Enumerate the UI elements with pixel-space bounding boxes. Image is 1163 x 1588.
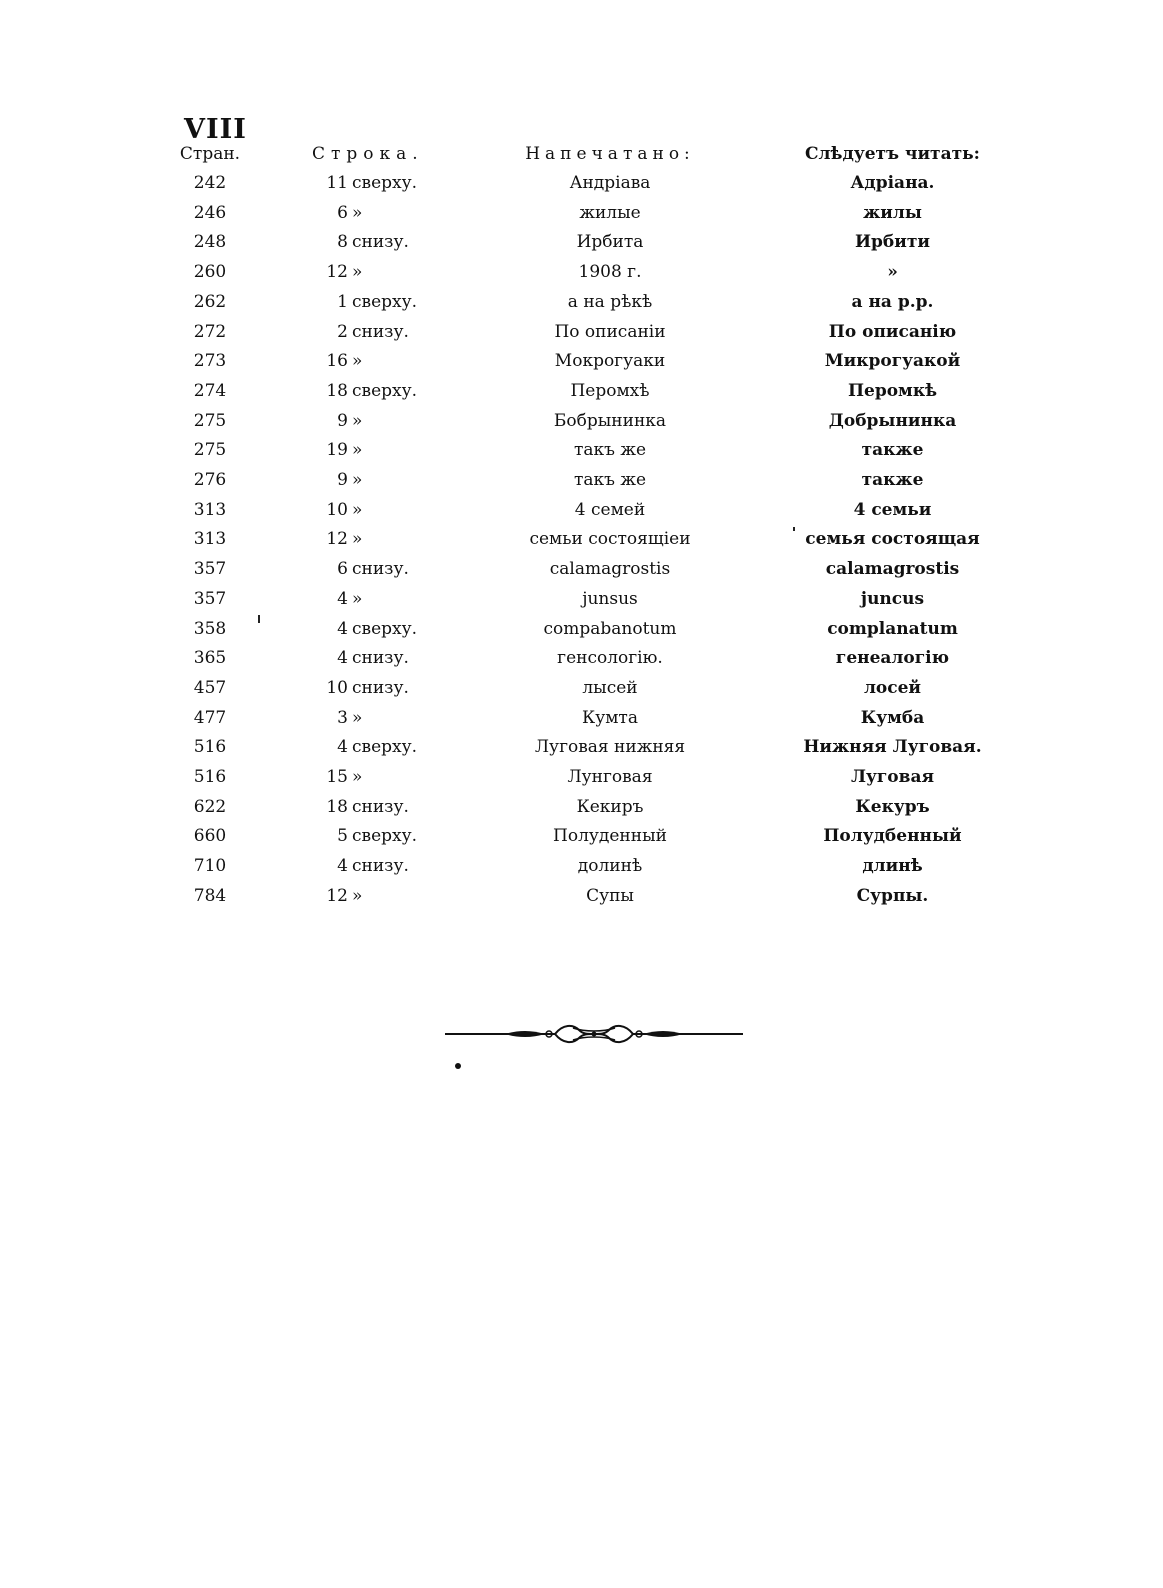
cell-page: 457 bbox=[193, 677, 227, 698]
cell-page: 313 bbox=[193, 499, 227, 520]
table-row bbox=[0, 495, 1163, 525]
cell-should-read: лосей bbox=[863, 677, 922, 698]
header-read: Слѣдуетъ читать: bbox=[805, 144, 980, 164]
table-row bbox=[0, 406, 1163, 436]
table-row bbox=[0, 821, 1163, 851]
cell-line-direction: снизу. bbox=[352, 232, 409, 253]
cell-should-read: Адріана. bbox=[850, 173, 935, 193]
cell-line-number: 12 bbox=[326, 262, 348, 283]
cell-line-direction: сверху. bbox=[352, 291, 418, 312]
cell-printed: 1908 г. bbox=[578, 262, 642, 283]
cell-line-number: 4 bbox=[337, 588, 348, 609]
cell-should-read: также bbox=[861, 470, 924, 490]
cell-line-number: 4 bbox=[337, 648, 348, 669]
cell-printed: Бобрынинка bbox=[553, 410, 667, 431]
table-row bbox=[0, 257, 1163, 287]
ink-speck bbox=[258, 615, 260, 623]
cell-line-number: 2 bbox=[337, 321, 348, 342]
cell-line-direction: снизу. bbox=[352, 648, 409, 669]
cell-line-direction: » bbox=[352, 707, 363, 728]
cell-page: 710 bbox=[193, 856, 227, 877]
cell-line-number: 8 bbox=[337, 232, 348, 253]
cell-line-number: 18 bbox=[326, 796, 348, 817]
cell-page: 248 bbox=[193, 232, 227, 253]
table-row bbox=[0, 376, 1163, 406]
header-printed: Напечатано: bbox=[525, 144, 695, 164]
cell-printed: Мокрогуаки bbox=[554, 351, 666, 372]
cell-page: 358 bbox=[193, 618, 227, 639]
cell-should-read: juncus bbox=[860, 588, 925, 609]
table-row bbox=[0, 524, 1163, 554]
cell-page: 622 bbox=[193, 796, 227, 817]
header-line: Строка. bbox=[312, 144, 424, 164]
cell-page: 357 bbox=[193, 588, 227, 609]
cell-should-read: длинѣ bbox=[862, 856, 923, 877]
table-row bbox=[0, 732, 1163, 762]
header-page: Стран. bbox=[179, 144, 241, 164]
cell-printed: Полуденный bbox=[553, 826, 667, 847]
cell-should-read: По описанію bbox=[828, 321, 957, 342]
cell-page: 242 bbox=[193, 173, 227, 193]
cell-should-read: Нижняя Луговая. bbox=[803, 737, 982, 758]
table-row bbox=[0, 792, 1163, 822]
cell-should-read: Ирбити bbox=[854, 232, 931, 253]
cell-should-read: Полудбенный bbox=[823, 826, 962, 847]
cell-line-number: 10 bbox=[326, 499, 348, 520]
cell-line-number: 11 bbox=[326, 173, 348, 193]
cell-line-direction: » bbox=[352, 440, 363, 461]
cell-page: 365 bbox=[193, 648, 227, 669]
cell-page: 275 bbox=[193, 440, 227, 461]
cell-page: 246 bbox=[193, 202, 227, 223]
cell-page: 262 bbox=[193, 291, 227, 312]
cell-line-direction: » bbox=[352, 499, 363, 520]
page-number: VIII bbox=[184, 114, 247, 145]
cell-should-read: Пеpомкѣ bbox=[847, 380, 938, 401]
cell-should-read: также bbox=[861, 440, 924, 461]
cell-page: 477 bbox=[193, 707, 227, 728]
cell-page: 272 bbox=[193, 321, 227, 342]
cell-should-read: Луговая bbox=[850, 767, 935, 787]
cell-line-number: 10 bbox=[326, 677, 348, 698]
table-row bbox=[0, 346, 1163, 376]
table-row bbox=[0, 643, 1163, 673]
cell-line-number: 15 bbox=[326, 767, 348, 787]
cell-should-read: calamagrostis bbox=[825, 559, 960, 580]
cell-page: 313 bbox=[193, 529, 227, 550]
cell-page: 274 bbox=[193, 380, 227, 401]
cell-should-read: complanatum bbox=[827, 618, 958, 639]
table-row bbox=[0, 168, 1163, 198]
cell-line-number: 3 bbox=[337, 707, 348, 728]
table-row bbox=[0, 703, 1163, 733]
cell-should-read: 4 семьи bbox=[853, 499, 932, 520]
cell-printed: такъ же bbox=[573, 470, 647, 490]
cell-line-direction: снизу. bbox=[352, 559, 409, 580]
cell-line-direction: » bbox=[352, 529, 363, 550]
table-row bbox=[0, 762, 1163, 792]
cell-page: 357 bbox=[193, 559, 227, 580]
cell-page: 784 bbox=[193, 885, 227, 906]
cell-page: 516 bbox=[193, 767, 227, 787]
table-row bbox=[0, 198, 1163, 228]
cell-printed: Перомхѣ bbox=[570, 380, 650, 401]
cell-line-number: 4 bbox=[337, 737, 348, 758]
cell-line-number: 12 bbox=[326, 529, 348, 550]
cell-printed: Луговая нижняя bbox=[534, 737, 686, 758]
cell-line-direction: » bbox=[352, 470, 363, 490]
cell-page: 260 bbox=[193, 262, 227, 283]
cell-should-read: Добрынинка bbox=[828, 410, 957, 431]
cell-printed: Кекиръ bbox=[576, 796, 644, 817]
cell-page: 516 bbox=[193, 737, 227, 758]
cell-line-direction: » bbox=[352, 885, 363, 906]
cell-line-direction: сверху. bbox=[352, 737, 418, 758]
cell-printed: генсологію. bbox=[557, 648, 663, 669]
table-header bbox=[0, 139, 1163, 169]
cell-line-number: 9 bbox=[337, 470, 348, 490]
cell-page: 276 bbox=[193, 470, 227, 490]
cell-line-direction: сверху. bbox=[352, 380, 418, 401]
cell-printed: Супы bbox=[586, 885, 634, 906]
cell-should-read: » bbox=[887, 262, 898, 283]
cell-printed: calamagrostis bbox=[549, 559, 671, 580]
cell-printed: а на рѣкѣ bbox=[567, 291, 653, 312]
cell-line-number: 12 bbox=[326, 885, 348, 906]
cell-page: 273 bbox=[193, 351, 227, 372]
cell-printed: лысей bbox=[582, 677, 638, 698]
cell-should-read: Микрогуакой bbox=[824, 351, 961, 372]
table-row bbox=[0, 614, 1163, 644]
cell-printed: семьи состоящіеи bbox=[529, 529, 691, 550]
table-row bbox=[0, 881, 1163, 911]
cell-line-number: 18 bbox=[326, 380, 348, 401]
cell-printed: 4 семей bbox=[574, 499, 646, 520]
cell-line-direction: снизу. bbox=[352, 321, 409, 342]
cell-line-number: 19 bbox=[326, 440, 348, 461]
cell-line-direction: сверху. bbox=[352, 826, 418, 847]
table-row bbox=[0, 435, 1163, 465]
cell-line-direction: снизу. bbox=[352, 677, 409, 698]
cell-line-direction: » bbox=[352, 262, 363, 283]
ornament-divider bbox=[445, 1022, 743, 1046]
cell-printed: Лунговая bbox=[567, 767, 653, 787]
cell-should-read: семья состоящая bbox=[805, 529, 980, 550]
cell-printed: Ирбита bbox=[576, 232, 644, 253]
table-row bbox=[0, 227, 1163, 257]
cell-printed: Кумта bbox=[582, 707, 638, 728]
cell-line-number: 9 bbox=[337, 410, 348, 431]
cell-line-number: 6 bbox=[337, 202, 348, 223]
cell-should-read: а на р.р. bbox=[851, 291, 934, 312]
table-row bbox=[0, 584, 1163, 614]
cell-line-number: 4 bbox=[337, 856, 348, 877]
cell-should-read: генеалогію bbox=[835, 648, 950, 669]
cell-should-read: жилы bbox=[863, 202, 922, 223]
cell-printed: compabanotum bbox=[543, 618, 677, 639]
cell-line-direction: сверху. bbox=[352, 173, 418, 193]
ink-speck bbox=[793, 527, 795, 531]
table-row bbox=[0, 673, 1163, 703]
cell-line-direction: » bbox=[352, 351, 363, 372]
table-row bbox=[0, 465, 1163, 495]
table-row bbox=[0, 287, 1163, 317]
table-row bbox=[0, 554, 1163, 584]
cell-should-read: Кумба bbox=[860, 707, 925, 728]
cell-line-number: 4 bbox=[337, 618, 348, 639]
cell-line-number: 6 bbox=[337, 559, 348, 580]
cell-line-number: 1 bbox=[337, 291, 348, 312]
cell-should-read: Кекуръ bbox=[855, 796, 930, 817]
cell-page: 660 bbox=[193, 826, 227, 847]
cell-printed: такъ же bbox=[573, 440, 647, 461]
cell-page: 275 bbox=[193, 410, 227, 431]
cell-line-direction: сверху. bbox=[352, 618, 418, 639]
table-row bbox=[0, 317, 1163, 347]
cell-line-direction: » bbox=[352, 767, 363, 787]
cell-printed: долинѣ bbox=[577, 856, 643, 877]
cell-printed: жилые bbox=[579, 202, 641, 223]
cell-line-direction: » bbox=[352, 202, 363, 223]
cell-printed: По описаніи bbox=[554, 321, 666, 342]
cell-should-read: Сурпы. bbox=[856, 885, 929, 906]
table-row bbox=[0, 851, 1163, 881]
cell-line-number: 5 bbox=[337, 826, 348, 847]
cell-line-direction: снизу. bbox=[352, 796, 409, 817]
cell-line-number: 16 bbox=[326, 351, 348, 372]
cell-line-direction: » bbox=[352, 588, 363, 609]
cell-printed: Андріава bbox=[569, 173, 651, 193]
ink-dot bbox=[455, 1063, 461, 1069]
cell-printed: junsus bbox=[582, 588, 638, 609]
cell-line-direction: » bbox=[352, 410, 363, 431]
cell-line-direction: снизу. bbox=[352, 856, 409, 877]
